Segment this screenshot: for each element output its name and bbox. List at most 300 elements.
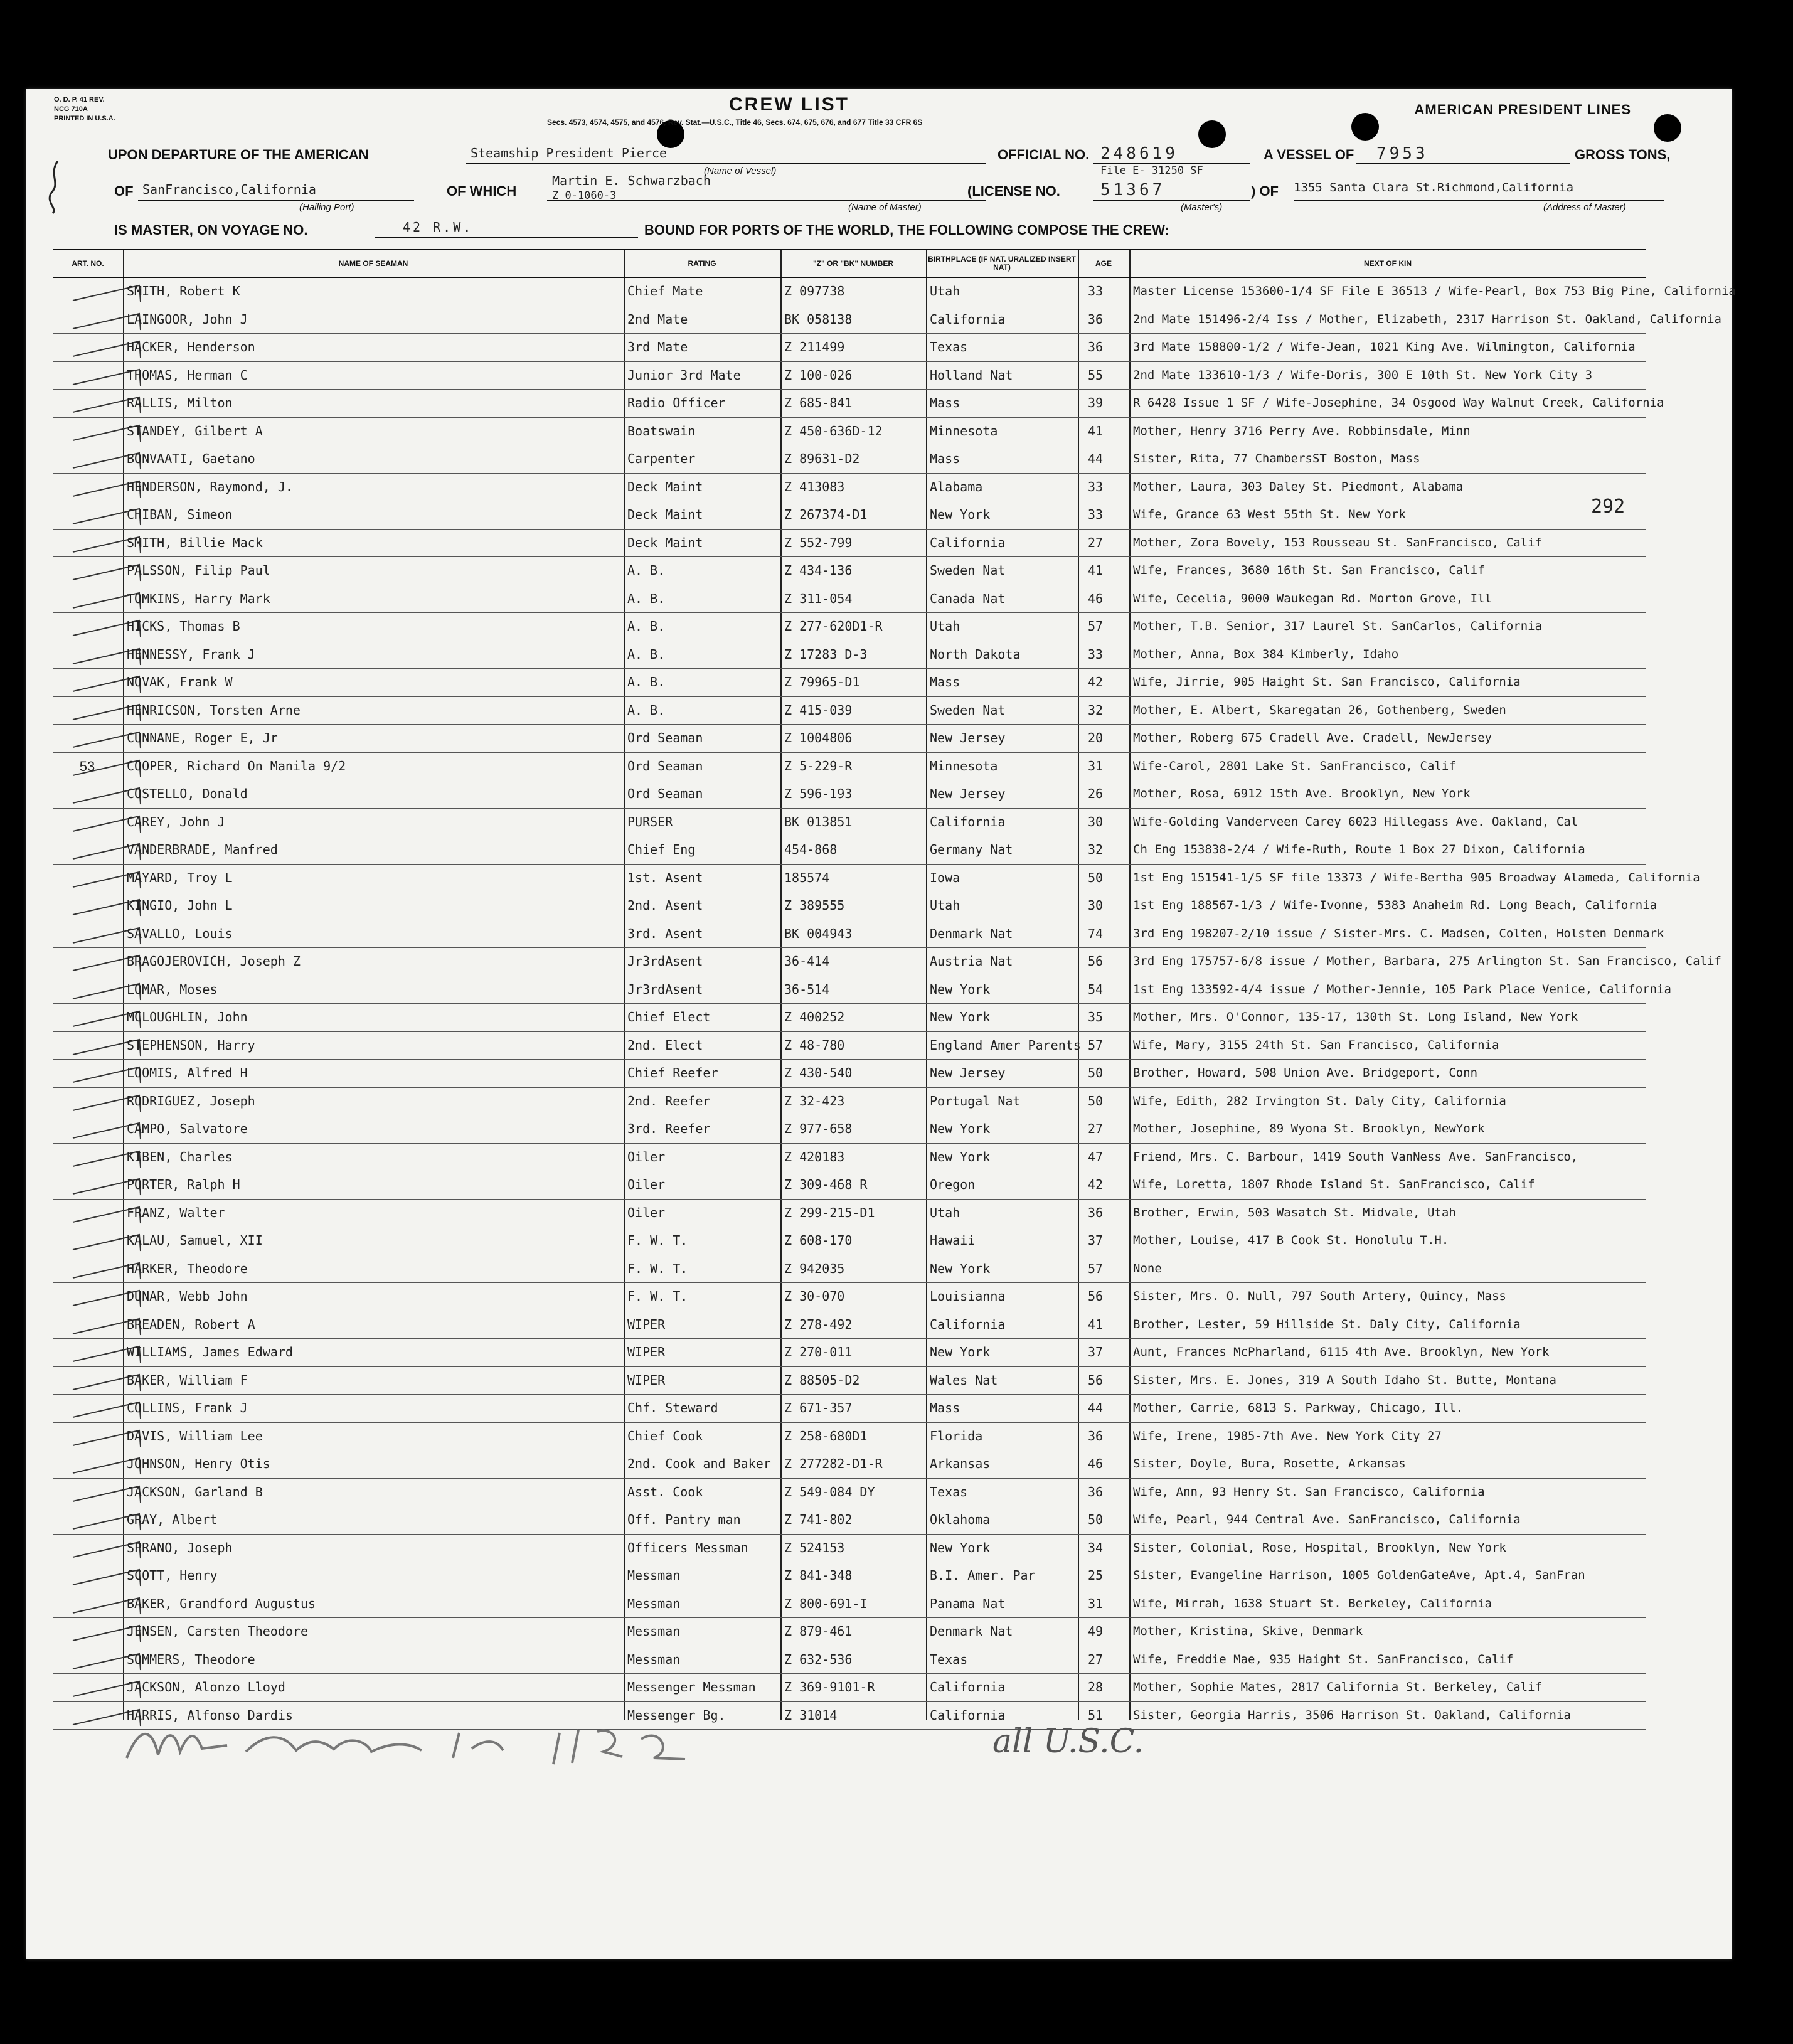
age-cell: 55 [1088, 367, 1104, 383]
label-is-master: IS MASTER, ON VOYAGE NO. [114, 222, 308, 238]
rating-cell: Oiler [627, 1177, 666, 1192]
next-of-kin-cell: Wife, Loretta, 1807 Rhode Island St. SanFrancisco, Calif [1133, 1178, 1535, 1191]
next-of-kin-cell: Wife, Jirrie, 905 Haight St. San Francisco, California [1133, 675, 1521, 689]
crew-row [53, 501, 1646, 530]
rating-cell: Messman [627, 1595, 681, 1611]
z-number-cell: Z 79965-D1 [784, 674, 860, 689]
birthplace-cell: Canada Nat [930, 590, 1006, 606]
rating-cell: Messenger Messman [627, 1679, 756, 1695]
crew-row [53, 976, 1671, 1004]
birthplace-cell: Austria Nat [930, 954, 1013, 969]
birthplace-cell: Texas [930, 1484, 968, 1499]
seaman-name-cell: COSTELLO, Donald [127, 786, 248, 801]
next-of-kin-cell: Mother, Roberg 675 Cradell Ave. Cradell, NewJersey [1133, 731, 1492, 745]
crew-row [53, 1171, 1646, 1200]
art-no-cell [53, 1283, 122, 1311]
master-address-caption: (Address of Master) [1543, 202, 1626, 213]
label-gross-tons: GROSS TONS, [1575, 147, 1671, 162]
z-number-cell: Z 413083 [784, 479, 845, 494]
col-art-no: ART. NO. [72, 258, 104, 268]
seaman-name-cell: CAREY, John J [127, 814, 225, 829]
next-of-kin-cell: Brother, Howard, 508 Union Ave. Bridgeport, Conn [1133, 1066, 1478, 1080]
seaman-name-cell: CUNNANE, Roger E, Jr [127, 730, 278, 745]
crew-list-sheet [26, 89, 1736, 1959]
z-number-cell: Z 977-658 [784, 1121, 853, 1136]
art-no-cell [53, 892, 122, 920]
seaman-name-cell: SMITH, Robert K [127, 284, 240, 299]
art-no-cell [53, 976, 122, 1004]
art-no-cell [53, 920, 122, 948]
z-number-cell: Z 311-054 [784, 590, 853, 606]
art-no-cell [53, 1060, 122, 1087]
next-of-kin-cell: Sister, Colonial, Rose, Hospital, Brooklyn, New York [1133, 1540, 1506, 1555]
label-license-no: (LICENSE NO. [967, 183, 1060, 199]
birthplace-cell: Wales Nat [930, 1372, 998, 1388]
birthplace-cell: Minnesota [930, 423, 998, 439]
rating-cell: 2nd Mate [627, 311, 688, 327]
hailing-port: SanFrancisco,California [142, 182, 316, 197]
z-number-cell: Z 524153 [784, 1540, 845, 1555]
birthplace-cell: Iowa [930, 870, 960, 885]
next-of-kin-cell: Sister, Mrs. E. Jones, 319 A South Idaho St. Butte, Montana [1133, 1373, 1556, 1387]
rating-cell: F. W. T. [627, 1233, 688, 1248]
rating-cell: 2nd. Cook and Baker [627, 1456, 771, 1471]
birthplace-cell: Panama Nat [930, 1595, 1006, 1611]
signature-note: all U.S.C. [992, 1723, 1144, 1760]
rating-cell: Chf. Steward [627, 1400, 718, 1415]
seaman-name-cell: LOMAR, Moses [127, 981, 218, 997]
label-bound-for: BOUND FOR PORTS OF THE WORLD, THE FOLLOWING COMPOSE THE CREW: [644, 222, 1169, 238]
z-number-cell: Z 258-680D1 [784, 1428, 868, 1444]
rating-cell: 2nd. Reefer [627, 1093, 711, 1109]
next-of-kin-cell: Wife, Freddie Mae, 935 Haight St. SanFrancisco, Calif [1133, 1652, 1514, 1666]
age-cell: 27 [1088, 1121, 1104, 1136]
art-no-cell [53, 1479, 122, 1506]
art-no-cell [53, 1200, 122, 1227]
z-number-cell: BK 013851 [784, 814, 853, 829]
age-cell: 57 [1088, 1260, 1104, 1276]
birthplace-cell: Sweden Nat [930, 563, 1006, 578]
rating-cell: A. B. [627, 590, 666, 606]
next-of-kin-cell: Sister, Rita, 77 ChambersST Boston, Mass [1133, 452, 1420, 466]
z-number-cell: Z 430-540 [784, 1065, 853, 1080]
birthplace-cell: New York [930, 1149, 991, 1164]
seaman-name-cell: PORTER, Ralph H [127, 1177, 240, 1192]
art-no-cell [53, 1227, 122, 1255]
seaman-name-cell: COLLINS, Frank J [127, 1400, 248, 1415]
age-cell: 57 [1088, 619, 1104, 634]
z-number-cell: Z 389555 [784, 898, 845, 913]
age-cell: 30 [1088, 814, 1104, 829]
seaman-name-cell: COOPER, Richard On Manila 9/2 [127, 758, 346, 774]
seaman-name-cell: JENSEN, Carsten Theodore [127, 1624, 308, 1639]
next-of-kin-cell: Wife, Mirrah, 1638 Stuart St. Berkeley, California [1133, 1596, 1492, 1610]
art-no-cell [53, 836, 122, 864]
rating-cell: Chief Reefer [627, 1065, 718, 1080]
birthplace-cell: New York [930, 507, 991, 522]
crew-row [53, 1590, 1646, 1619]
seaman-name-cell: RODRIGUEZ, Joseph [127, 1093, 255, 1109]
next-of-kin-cell: None [1133, 1261, 1162, 1275]
crew-row [53, 278, 1736, 306]
seaman-name-cell: BREADEN, Robert A [127, 1316, 255, 1332]
z-number-cell: Z 211499 [784, 339, 845, 354]
next-of-kin-cell: Mother, Kristina, Skive, Denmark [1133, 1624, 1363, 1638]
seaman-name-cell: CHIBAN, Simeon [127, 507, 233, 522]
z-number-cell: Z 841-348 [784, 1568, 853, 1583]
age-cell: 20 [1088, 730, 1104, 745]
art-no-cell [53, 1339, 122, 1366]
rating-cell: Asst. Cook [627, 1484, 703, 1499]
next-of-kin-cell: Aunt, Frances McPharland, 6115 4th Ave. Brooklyn, New York [1133, 1345, 1550, 1359]
z-number-cell: Z 100-026 [784, 367, 853, 383]
z-number-cell: Z 277282-D1-R [784, 1456, 883, 1471]
voyage-no: 42 R.W. [403, 220, 474, 235]
age-cell: 28 [1088, 1679, 1104, 1695]
age-cell: 27 [1088, 1651, 1104, 1667]
next-of-kin-cell: Mother, Carrie, 6813 S. Parkway, Chicago, Ill. [1133, 1401, 1464, 1415]
crew-row [53, 530, 1646, 558]
seaman-name-cell: KALAU, Samuel, XII [127, 1233, 263, 1248]
vessel-name-line [466, 163, 986, 164]
col-z-number: "Z" OR "BK" NUMBER [812, 258, 894, 268]
crew-row [53, 613, 1646, 641]
next-of-kin-cell: 3rd Mate 158800-1/2 / Wife-Jean, 1021 King Ave. Wilmington, California [1133, 340, 1636, 354]
birthplace-cell: Holland Nat [930, 367, 1013, 383]
crew-row [53, 836, 1646, 865]
seaman-name-cell: STANDEY, Gilbert A [127, 423, 263, 439]
rating-cell: Jr3rdAsent [627, 954, 703, 969]
age-cell: 31 [1088, 1595, 1104, 1611]
birthplace-cell: Portugal Nat [930, 1093, 1021, 1109]
next-of-kin-cell: Wife, Edith, 282 Irvington St. Daly City, California [1133, 1094, 1506, 1108]
age-cell: 42 [1088, 1177, 1104, 1192]
seaman-name-cell: CAMPO, Salvatore [127, 1121, 248, 1136]
seaman-name-cell: DUNAR, Webb John [127, 1289, 248, 1304]
rating-cell: Oiler [627, 1149, 666, 1164]
art-no-cell [53, 306, 122, 334]
label-a-vessel-of: A VESSEL OF [1264, 147, 1354, 162]
next-of-kin-cell: 2nd Mate 151496-2/4 Iss / Mother, Elizabeth, 2317 Harrison St. Oakland, California [1133, 312, 1721, 326]
age-cell: 42 [1088, 674, 1104, 689]
label-of: OF [114, 183, 134, 199]
crew-row [53, 445, 1646, 474]
z-number-cell: Z 671-357 [784, 1400, 853, 1415]
master-name-caption: (Name of Master) [848, 202, 922, 213]
age-cell: 50 [1088, 870, 1104, 885]
birthplace-cell: Louisianna [930, 1289, 1006, 1304]
art-no-cell [53, 474, 122, 501]
seaman-name-cell: RALLIS, Milton [127, 395, 233, 410]
next-of-kin-cell: 3rd Eng 198207-2/10 issue / Sister-Mrs. C. Madsen, Colten, Holsten Denmark [1133, 926, 1664, 940]
art-no-cell [53, 1646, 122, 1674]
next-of-kin-cell: Wife, Ann, 93 Henry St. San Francisco, California [1133, 1484, 1485, 1499]
rating-cell: Radio Officer [627, 395, 726, 410]
form-id-line: NCG 710A [54, 105, 88, 113]
age-cell: 57 [1088, 1037, 1104, 1053]
age-cell: 33 [1088, 507, 1104, 522]
col-birthplace: BIRTHPLACE (IF NAT. URALIZED INSERT NAT) [928, 255, 1076, 272]
art-no-cell: 53 [79, 758, 95, 774]
rating-cell: Off. Pantry man [627, 1512, 741, 1527]
seaman-name-cell: HENRICSON, Torsten Arne [127, 702, 301, 718]
art-no-cell [53, 1115, 122, 1143]
rating-cell: 2nd. Elect [627, 1037, 703, 1053]
crew-row [53, 1535, 1646, 1563]
birthplace-cell: New York [930, 1344, 991, 1360]
crew-row [53, 1562, 1646, 1590]
birthplace-cell: Sweden Nat [930, 702, 1006, 718]
next-of-kin-cell: Wife-Carol, 2801 Lake St. SanFrancisco, Calif [1133, 759, 1456, 773]
z-number-cell: Z 434-136 [784, 563, 853, 578]
age-cell: 35 [1088, 1009, 1104, 1025]
crew-row [53, 1339, 1646, 1367]
birthplace-cell: Mass [930, 395, 960, 410]
z-number-cell: Z 48-780 [784, 1037, 845, 1053]
seaman-name-cell: HARRIS, Alfonso Dardis [127, 1707, 293, 1723]
crew-row [53, 920, 1664, 949]
rating-cell: Chief Eng [627, 842, 696, 857]
next-of-kin-cell: 1st Eng 133592-4/4 issue / Mother-Jennie, 105 Park Place Venice, California [1133, 982, 1671, 996]
z-number-cell: Z 31014 [784, 1707, 838, 1723]
z-number-cell: Z 5-229-R [784, 758, 853, 774]
crew-row [53, 641, 1646, 669]
birthplace-cell: North Dakota [930, 646, 1021, 662]
next-of-kin-cell: Mother, Louise, 417 B Cook St. Honolulu T.H. [1133, 1233, 1449, 1247]
z-number-cell: Z 278-492 [784, 1316, 853, 1332]
rating-cell: Messman [627, 1568, 681, 1583]
crew-row [53, 809, 1646, 837]
age-cell: 37 [1088, 1344, 1104, 1360]
z-number-cell: Z 369-9101-R [784, 1679, 875, 1695]
art-no-cell [53, 362, 122, 390]
rating-cell: Deck Maint [627, 507, 703, 522]
next-of-kin-cell: Sister, Evangeline Harrison, 1005 GoldenGateAve, Apt.4, SanFran [1133, 1568, 1585, 1582]
z-number-cell: Z 549-084 DY [784, 1484, 875, 1499]
rating-cell: Deck Maint [627, 535, 703, 550]
age-cell: 41 [1088, 1316, 1104, 1332]
crew-row [53, 1311, 1646, 1339]
crew-row [53, 697, 1646, 725]
art-no-cell [53, 697, 122, 725]
hailing-port-line [138, 200, 414, 201]
z-number-cell: Z 879-461 [784, 1624, 853, 1639]
form-title: CREW LIST [729, 94, 849, 115]
master-address-line [1294, 200, 1664, 201]
art-no-cell [53, 585, 122, 613]
z-number-cell: Z 415-039 [784, 702, 853, 718]
birthplace-cell: Mass [930, 1400, 960, 1415]
art-no-cell [53, 780, 122, 808]
art-no-cell [53, 1032, 122, 1060]
art-no-cell [53, 1004, 122, 1031]
crew-row [53, 865, 1700, 893]
crew-row [53, 1618, 1646, 1646]
col-rating: RATING [688, 258, 716, 268]
rating-cell: Deck Maint [627, 479, 703, 494]
next-of-kin-cell: Mother, Rosa, 6912 15th Ave. Brooklyn, New York [1133, 787, 1471, 801]
art-no-cell [53, 1088, 122, 1115]
next-of-kin-cell: Mother, Henry 3716 Perry Ave. Robbinsdale, Minn [1133, 423, 1471, 438]
age-cell: 41 [1088, 563, 1104, 578]
seaman-name-cell: WILLIAMS, James Edward [127, 1344, 293, 1360]
art-no-cell [53, 1395, 122, 1422]
z-number-cell: Z 400252 [784, 1009, 845, 1025]
punch-hole [1351, 113, 1379, 141]
art-no-cell [53, 1367, 122, 1395]
birthplace-cell: Mass [930, 451, 960, 466]
tonnage-line [1356, 163, 1570, 164]
birthplace-cell: California [930, 814, 1006, 829]
page-number: 292 [1591, 496, 1625, 518]
next-of-kin-cell: Mother, E. Albert, Skaregatan 26, Gothenberg, Sweden [1133, 703, 1506, 717]
form-id [54, 95, 115, 124]
seaman-name-cell: JACKSON, Garland B [127, 1484, 263, 1499]
next-of-kin-cell: Ch Eng 153838-2/4 / Wife-Ruth, Route 1 Box 27 Dixon, California [1133, 843, 1585, 856]
art-no-cell [53, 669, 122, 696]
age-cell: 56 [1088, 954, 1104, 969]
seaman-name-cell: BONVAATI, Gaetano [127, 451, 255, 466]
rating-cell: 3rd. Reefer [627, 1121, 711, 1136]
crew-row [53, 753, 1646, 781]
rating-cell: Ord Seaman [627, 758, 703, 774]
seaman-name-cell: SCOTT, Henry [127, 1568, 218, 1583]
voyage-no-line [375, 237, 638, 238]
table-header [53, 249, 1646, 278]
master-z-number: Z 0-1060-3 [552, 189, 617, 202]
birthplace-cell: Denmark Nat [930, 925, 1013, 941]
rating-cell: Messenger Bg. [627, 1707, 726, 1723]
next-of-kin-cell: Wife, Pearl, 944 Central Ave. SanFrancisco, California [1133, 1513, 1521, 1526]
age-cell: 49 [1088, 1624, 1104, 1639]
seaman-name-cell: BAKER, William F [127, 1372, 248, 1388]
art-no-cell [53, 865, 122, 892]
seaman-name-cell: SAVALLO, Louis [127, 925, 233, 941]
label-departure: UPON DEPARTURE OF THE AMERICAN [108, 147, 369, 162]
form-id-line: PRINTED IN U.S.A. [54, 115, 115, 122]
age-cell: 36 [1088, 311, 1104, 327]
license-no: 51367 [1100, 181, 1166, 200]
z-number-cell: 185574 [784, 870, 830, 885]
seaman-name-cell: HENDERSON, Raymond, J. [127, 479, 293, 494]
seaman-name-cell: BRAGOJEROVICH, Joseph Z [127, 954, 301, 969]
art-no-cell [53, 948, 122, 976]
art-no-cell [53, 1618, 122, 1646]
age-cell: 39 [1088, 395, 1104, 410]
master-address: 1355 Santa Clara St.Richmond,California [1294, 181, 1574, 194]
rating-cell: Messman [627, 1624, 681, 1639]
art-no-cell [53, 725, 122, 752]
seaman-name-cell: HARKER, Theodore [127, 1260, 248, 1276]
crew-row [53, 1479, 1646, 1507]
birthplace-cell: Hawaii [930, 1233, 976, 1248]
label-of-2: ) OF [1251, 183, 1279, 199]
z-number-cell: Z 097738 [784, 284, 845, 299]
art-no-cell [53, 1450, 122, 1478]
z-number-cell: Z 685-841 [784, 395, 853, 410]
art-no-cell [53, 1674, 122, 1701]
official-no: 248619 [1100, 144, 1178, 163]
next-of-kin-cell: Friend, Mrs. C. Barbour, 1419 South VanNess Ave. SanFrancisco, [1133, 1149, 1578, 1164]
rating-cell: Junior 3rd Mate [627, 367, 741, 383]
rating-cell: Ord Seaman [627, 730, 703, 745]
next-of-kin-cell: R 6428 Issue 1 SF / Wife-Josephine, 34 Osgood Way Walnut Creek, California [1133, 396, 1664, 410]
seaman-name-cell: STEPHENSON, Harry [127, 1037, 255, 1053]
art-no-cell [53, 445, 122, 473]
seaman-name-cell: FRANZ, Walter [127, 1205, 225, 1220]
birthplace-cell: Germany Nat [930, 842, 1013, 857]
birthplace-cell: New Jersey [930, 730, 1006, 745]
next-of-kin-cell: Wife, Mary, 3155 24th St. San Francisco, California [1133, 1038, 1499, 1052]
rating-cell: Boatswain [627, 423, 696, 439]
art-no-cell [53, 809, 122, 836]
birthplace-cell: New York [930, 1121, 991, 1136]
z-number-cell: Z 741-802 [784, 1512, 853, 1527]
signature [120, 1714, 892, 1770]
z-number-cell: Z 309-468 R [784, 1177, 868, 1192]
age-cell: 36 [1088, 1484, 1104, 1499]
age-cell: 74 [1088, 925, 1104, 941]
art-no-cell [53, 1562, 122, 1590]
seaman-name-cell: KIBEN, Charles [127, 1149, 233, 1164]
age-cell: 36 [1088, 339, 1104, 354]
art-no-cell [53, 334, 122, 361]
next-of-kin-cell: 2nd Mate 133610-1/3 / Wife-Doris, 300 E 10th St. New York City 3 [1133, 368, 1593, 382]
birthplace-cell: California [930, 1679, 1006, 1695]
age-cell: 41 [1088, 423, 1104, 439]
crew-row [53, 1283, 1646, 1311]
crew-row [53, 1450, 1646, 1479]
art-no-cell [53, 613, 122, 641]
seaman-name-cell: LAINGOOR, John J [127, 311, 248, 327]
col-age: AGE [1095, 258, 1112, 268]
z-number-cell: 454-868 [784, 842, 838, 857]
next-of-kin-cell: Mother, Anna, Box 384 Kimberly, Idaho [1133, 647, 1399, 661]
art-no-cell [53, 1311, 122, 1339]
next-of-kin-cell: Mother, T.B. Senior, 317 Laurel St. SanCarlos, California [1133, 619, 1543, 633]
seaman-name-cell: MAYARD, Troy L [127, 870, 233, 885]
next-of-kin-cell: Brother, Lester, 59 Hillside St. Daly City, California [1133, 1317, 1521, 1331]
z-number-cell: Z 277-620D1-R [784, 619, 883, 634]
birthplace-cell: Utah [930, 1205, 960, 1220]
age-cell: 50 [1088, 1065, 1104, 1080]
seaman-name-cell: HACKER, Henderson [127, 339, 255, 354]
crew-row [53, 892, 1657, 920]
crew-row [53, 1032, 1646, 1060]
art-no-cell [53, 1702, 122, 1730]
age-cell: 31 [1088, 758, 1104, 774]
crew-row [53, 306, 1721, 334]
next-of-kin-cell: Wife, Irene, 1985-7th Ave. New York City 27 [1133, 1429, 1442, 1443]
master-name: Martin E. Schwarzbach [552, 173, 711, 188]
crew-row [53, 585, 1646, 614]
crew-row [53, 780, 1646, 809]
seaman-name-cell: JOHNSON, Henry Otis [127, 1456, 270, 1471]
rating-cell: Chief Mate [627, 284, 703, 299]
crew-row [53, 1060, 1646, 1088]
crew-table [53, 249, 1736, 1730]
age-cell: 46 [1088, 590, 1104, 606]
age-cell: 34 [1088, 1540, 1104, 1555]
age-cell: 37 [1088, 1233, 1104, 1248]
art-no-cell [53, 1506, 122, 1534]
rating-cell: A. B. [627, 674, 666, 689]
age-cell: 25 [1088, 1568, 1104, 1583]
crew-row [53, 1395, 1646, 1423]
z-number-cell: 36-414 [784, 954, 830, 969]
vessel-name-caption: (Name of Vessel) [704, 166, 777, 176]
z-number-cell: Z 608-170 [784, 1233, 853, 1248]
